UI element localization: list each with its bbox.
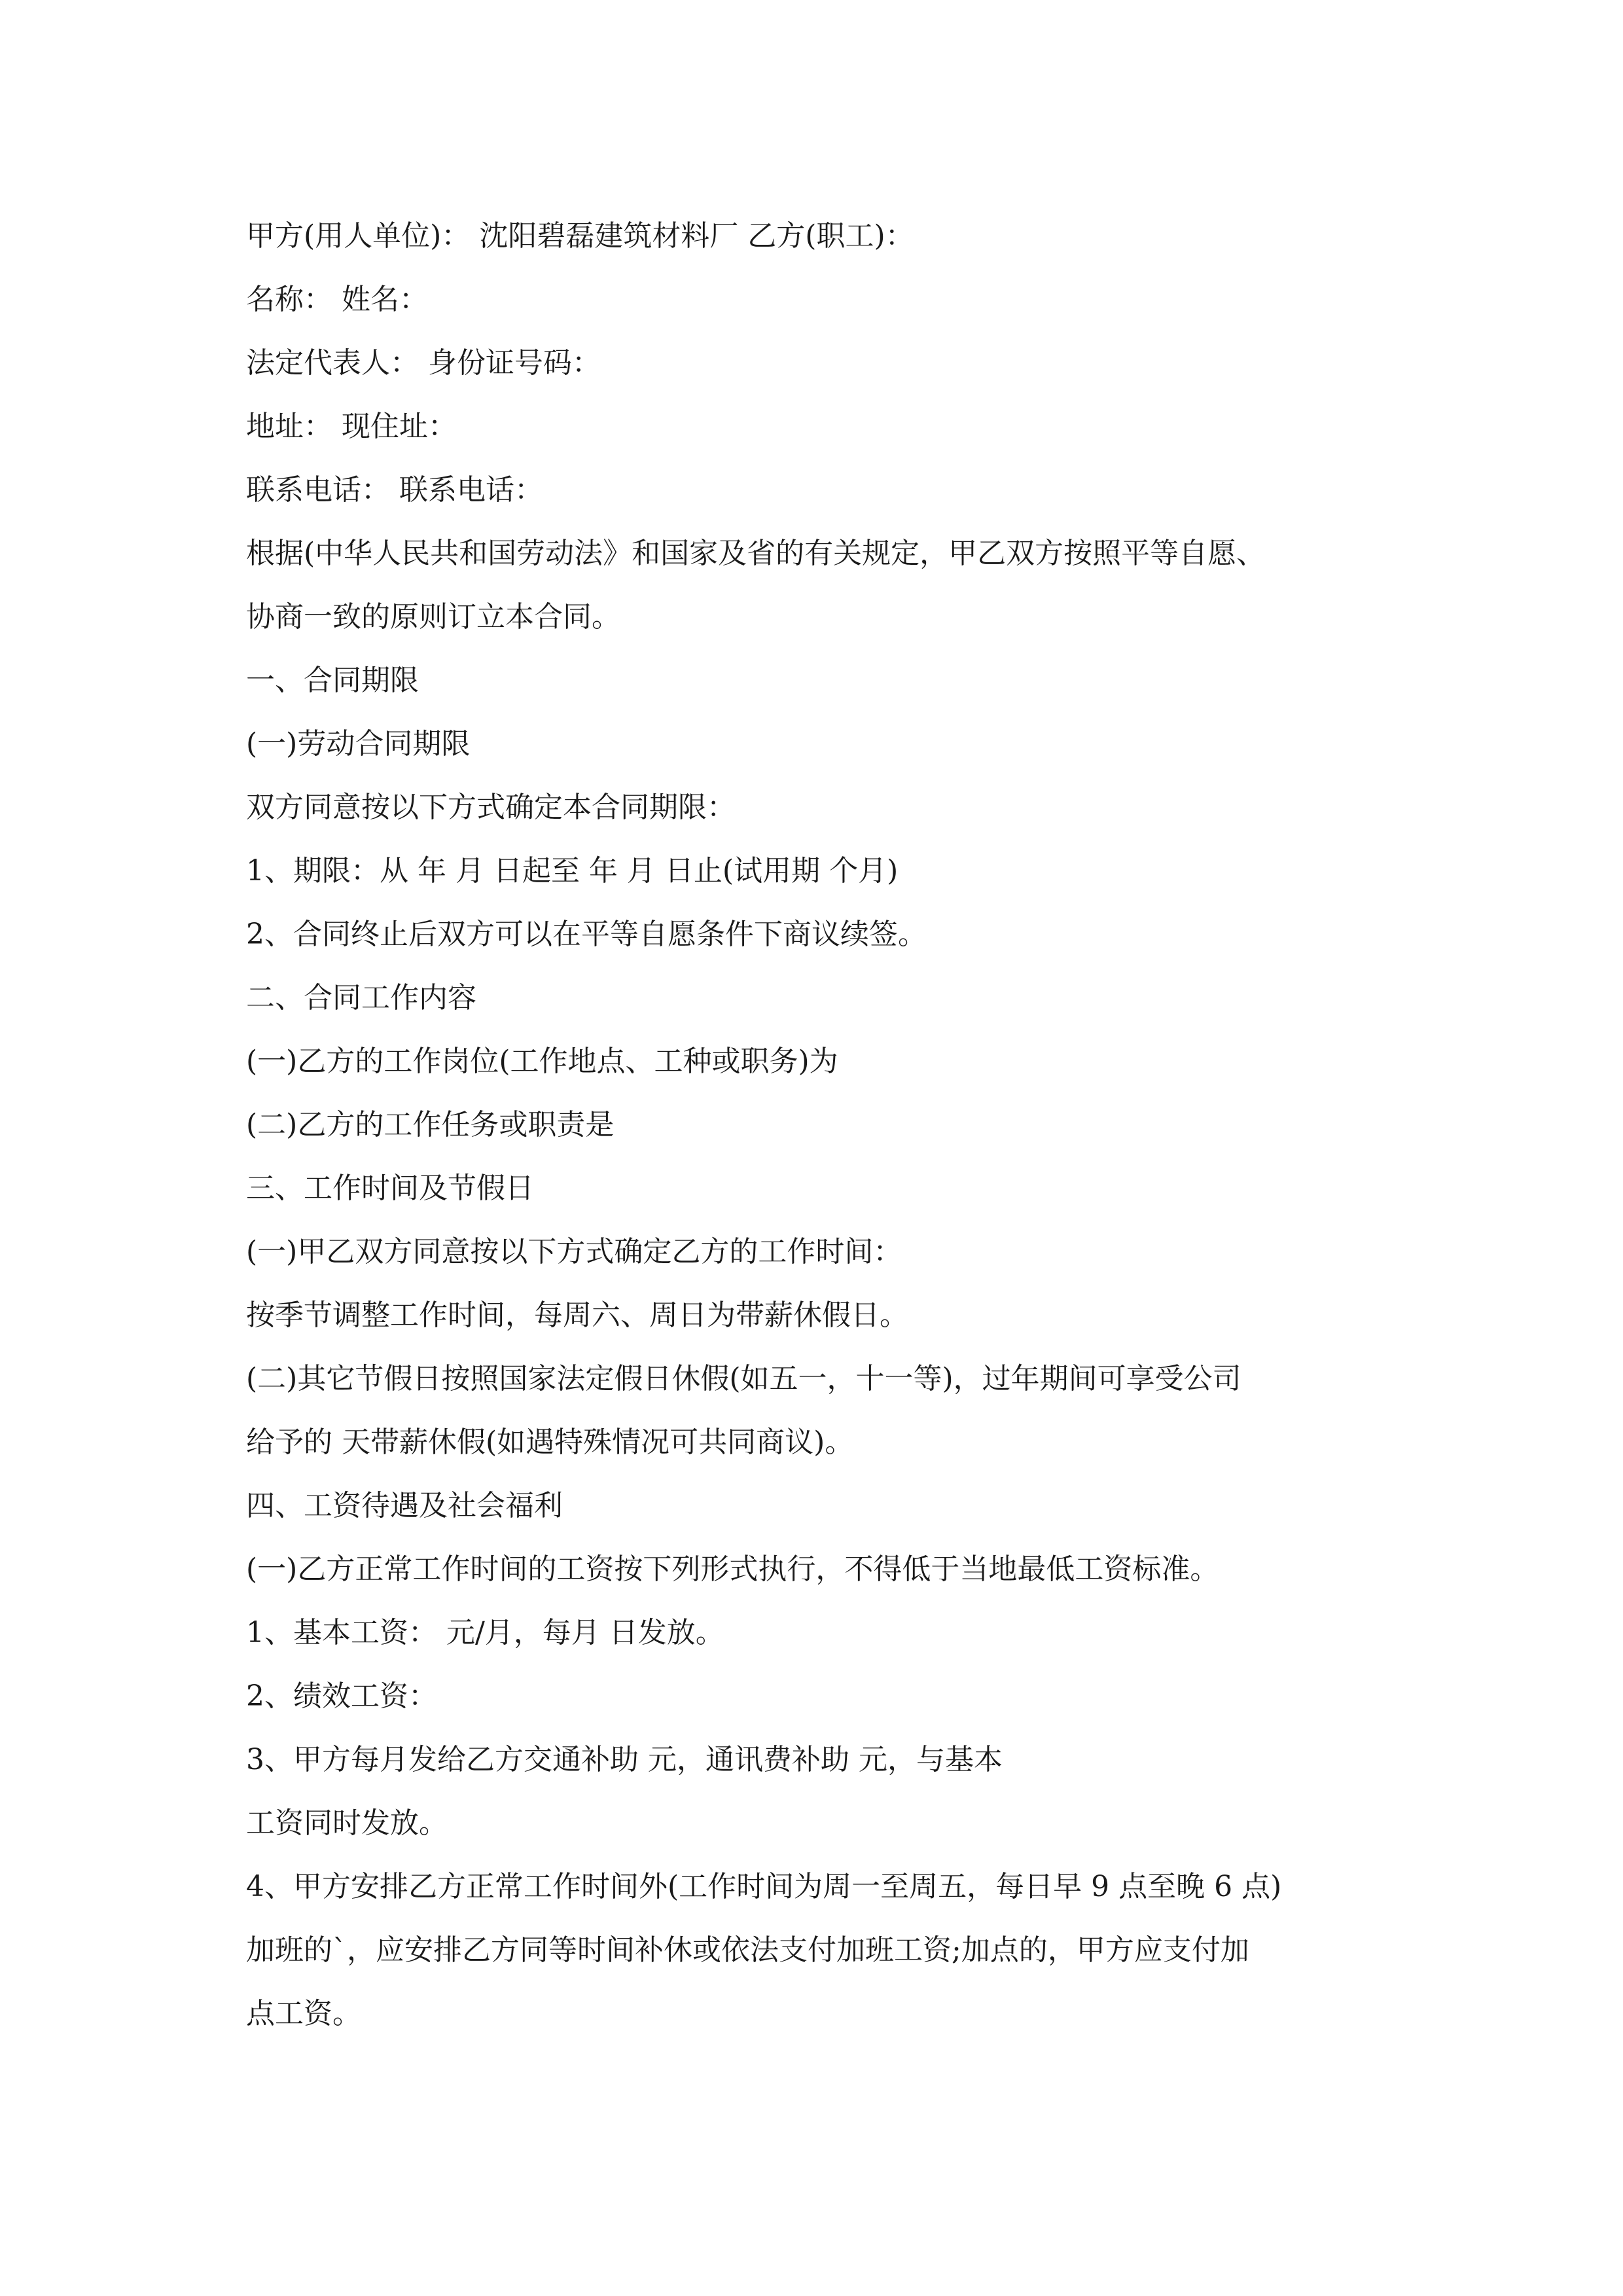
clause-line: 2、合同终止后双方可以在平等自愿条件下商议续签。 xyxy=(246,918,927,951)
clause-line: (一)甲乙双方同意按以下方式确定乙方的工作时间： xyxy=(246,1235,902,1268)
clause-line: (二)其它节假日按照国家法定假日休假(如五一，十一等)，过年期间可享受公司 xyxy=(246,1362,1241,1395)
clause-line: 给予的 天带薪休假(如遇特殊情况可共同商议)。 xyxy=(246,1426,854,1459)
clause-line: 1、期限：从 年 月 日起至 年 月 日止(试用期 个月) xyxy=(246,854,899,888)
subsection-heading-1-1: (一)劳动合同期限 xyxy=(246,727,471,761)
clause-line: 按季节调整工作时间，每周六、周日为带薪休假日。 xyxy=(246,1299,908,1332)
clause-line: 双方同意按以下方式确定本合同期限： xyxy=(246,791,736,824)
clause-line: 加班的`，应安排乙方同等时间补休或依法支付加班工资;加点的，甲方应支付加 xyxy=(246,1933,1249,1967)
clause-line: 1、基本工资： 元/月，每月 日发放。 xyxy=(246,1616,724,1649)
section-heading-2: 二、合同工作内容 xyxy=(246,981,476,1014)
preamble-line-2: 协商一致的原则订立本合同。 xyxy=(246,600,620,634)
party-header-line: 甲方(用人单位)： 沈阳碧磊建筑材料厂 乙方(职工)： xyxy=(246,219,914,253)
clause-line: (一)乙方的工作岗位(工作地点、工种或职务)为 xyxy=(246,1045,838,1078)
address-line: 地址： 现住址： xyxy=(246,410,457,443)
clause-line: 工资同时发放。 xyxy=(246,1806,448,1840)
clause-line: 3、甲方每月发给乙方交通补助 元，通讯费补助 元，与基本 xyxy=(246,1743,1003,1776)
clause-line: 4、甲方安排乙方正常工作时间外(工作时间为周一至周五，每日早 9 点至晚 6 点) xyxy=(246,1870,1282,1903)
legal-representative-line: 法定代表人： 身份证号码： xyxy=(246,346,601,380)
clause-line: 点工资。 xyxy=(246,1997,361,2030)
clause-line: 2、绩效工资： xyxy=(246,1679,437,1713)
section-heading-4: 四、工资待遇及社会福利 xyxy=(246,1489,563,1522)
preamble-line-1: 根据(中华人民共和国劳动法》和国家及省的有关规定，甲乙双方按照平等自愿、 xyxy=(246,537,1266,570)
phone-line: 联系电话： 联系电话： xyxy=(246,473,543,507)
name-line: 名称： 姓名： xyxy=(246,283,428,316)
clause-line: (一)乙方正常工作时间的工资按下列形式执行，不得低于当地最低工资标准。 xyxy=(246,1552,1219,1586)
section-heading-1: 一、合同期限 xyxy=(246,664,419,697)
clause-line: (二)乙方的工作任务或职责是 xyxy=(246,1108,615,1141)
section-heading-3: 三、工作时间及节假日 xyxy=(246,1172,534,1205)
document-body xyxy=(246,204,1398,2045)
